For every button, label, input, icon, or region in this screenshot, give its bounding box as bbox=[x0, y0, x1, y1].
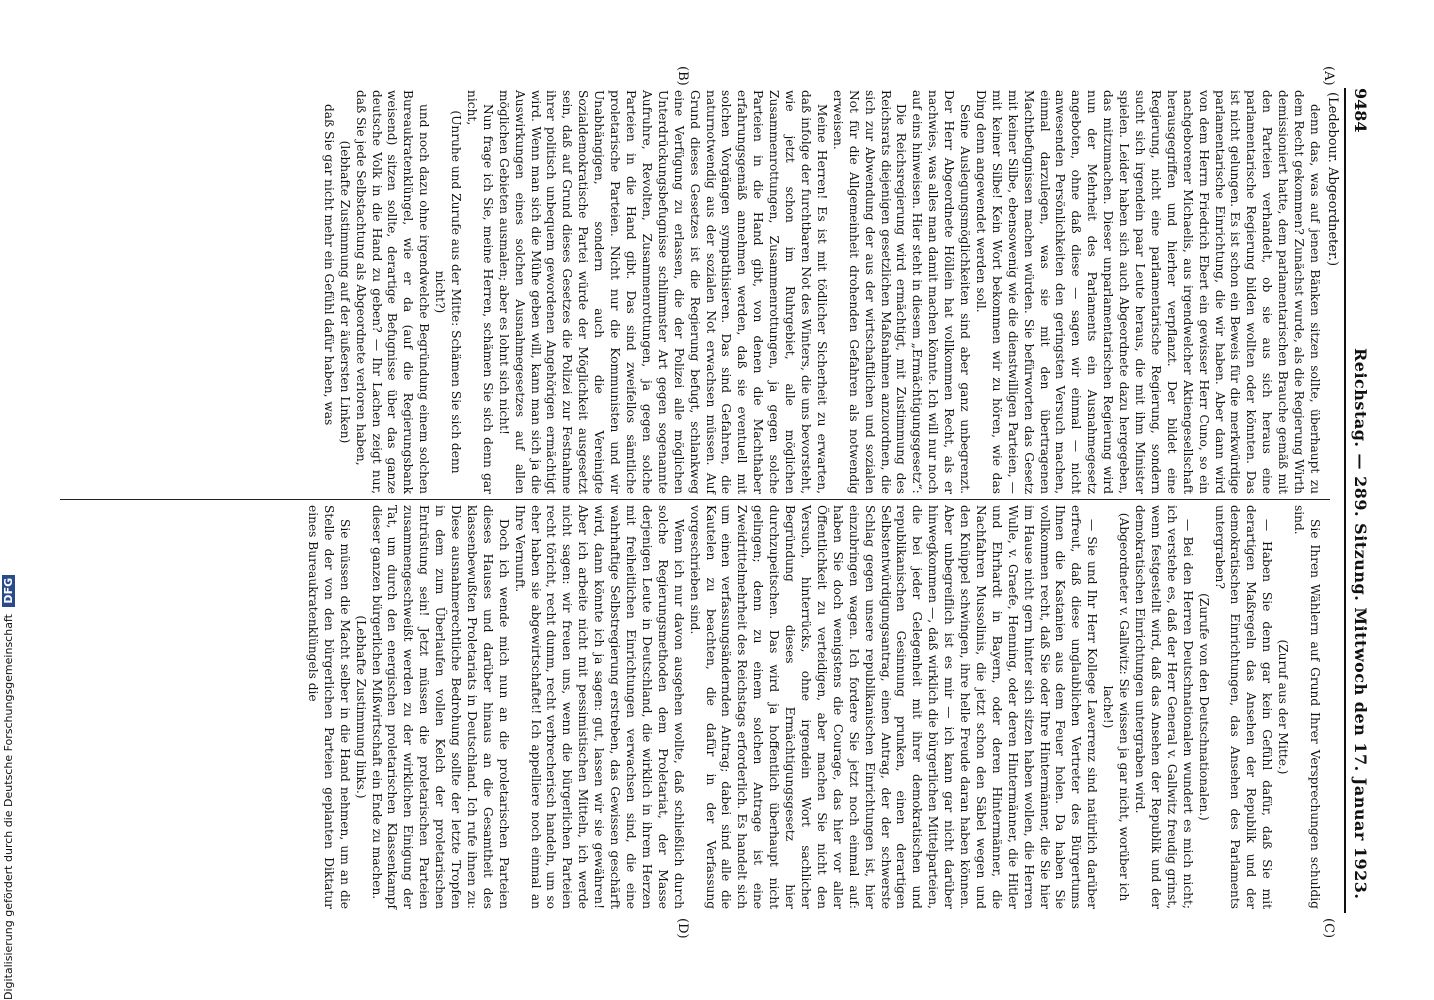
paragraph: daß Sie gar nicht mehr ein Gefühl dafür haben, was bbox=[321, 104, 336, 426]
text-column-left bbox=[320, 90, 1322, 494]
paragraph: — Bei den Herren Deutschnationalen wundert es mich nicht; ich verstehe es, daß der Herr General v. Gallwitz freudig grinst, wenn festgestellt wird, daß das Ansehen der Republik und der demokratischen Einrichtungen untergraben wird. bbox=[1133, 505, 1195, 909]
margin-mark-c: (C) bbox=[1321, 918, 1336, 939]
paragraph: (Abgeordneter v. Gallwitz: Sie wissen ja gar nicht, worüber ich lache!) bbox=[1101, 512, 1132, 902]
page-number: 9484 bbox=[1351, 88, 1370, 133]
footer-credit bbox=[2, 560, 16, 1000]
paragraph: — Sie und Ihr Herr Kollege Laverrenz sind natürlich darüber erfreut, daß diese unglaublichen Vertreter des Bürgertums Ihnen die Kastanien aus dem Feuer holen. Da haben Sie vollkommen recht, daß Sie oder Ihre Hintermänner, die Sie hier im Hause nicht gern hinter sich sitzen haben wollen, die Herren Wulle, v. Graefe, Henning, oder deren Hintermänner, die Hitler und Ehrhardt in Bayern, oder deren Hintermänner, die Nachfahren Mussolinis, die jetzt schon den Säbel wegen und den Knüppel schwingen, ihre helle Freude daran haben können. Aber unbegreiflich ist es mir — ich kann gar nicht darüber hinwegkommen —, daß wirklich die bürgerlichen Mittelparteien, die bei jeder Gelegenheit mit ihrer demokratischen und republikanischen Gesinnung prunken, einen derartigen Selbstentwürdigungsantrag, einen Antrag, der der schwerste Schlag gegen unsere republikanischen Einrichtungen ist, hier einzubringen wagen. Ich fordere Sie jetzt noch einmal auf: haben Sie doch wenigstens die Courage, das hier vor aller Öffentlichkeit zu verteidigen, aber machen Sie nicht den Versuch, hinterrücks, ohne irgendein Wort sachlicher Begründung dieses Ermächtigungsgesetz hier durchzupeitschen. Das wird ja hoffentlich überhaupt nicht gelingen; denn zu einem solchen Antrage ist eine Zweidrittelmehrheit des Reichstags erforderlich. Es handelt sich um einen verfassungsändernden Antrag; dabei sind alle die Kautelen zu beachten, die dafür in der Verfassung vorgeschrieben sind. bbox=[687, 505, 1100, 909]
paragraph: Wenn ich nur davon ausgehen wollte, daß schließlich durch solche Regierungsmethoden dem Proletariat, der Masse derjenigen Leute in Deutschland, die wirklich in ihrem Herzen mit freiheitlichen Einrichtungen verwachsen sind, die eine wahrhaftige Selbstregierung erstreben, das Gewissen geschärft wird, dann könnte ich ja sagen: gut, lassen wir sie gewähren! Aber ich arbeite nicht mit pessimistischen Mitteln, ich werde nicht sagen: wir freuen uns, wenn die bürgerlichen Parteien recht töricht, recht dumm, recht verbrecherisch handeln, um so eher haben sie abgewirtschaftet! Ich appelliere noch einmal an Ihre Vernunft. bbox=[512, 505, 686, 909]
margin-mark-d: (D) bbox=[675, 918, 690, 939]
paragraph: (Zuruf aus der Mitte.) bbox=[1276, 639, 1291, 775]
dfg-logo: DFG bbox=[2, 575, 15, 607]
text-column-right bbox=[304, 505, 1322, 909]
paragraph: (Unruhe und Zurufe aus der Mitte: Schämen Sie sich denn nicht?) bbox=[433, 110, 464, 474]
credit-text: Digitalisierung gefördert durch die Deutsche Forschungsgemeinschaft bbox=[2, 614, 15, 1000]
paragraph: Seine Auslegungsmöglichkeiten sind aber ganz unbegrenzt. Der Herr Abgeordnete Höllein hat vollkommen Recht, als er nachwies, was alles man damit machen könnte. Ich will nur noch auf eins hinweisen. Hier steht in diesem „Ermächtigungsgesetz“: bbox=[910, 90, 973, 494]
paragraph: Die Reichsregierung wird ermächtigt, mit Zustimmung des Reichsrats diejenigen gesetzlichen Maßnahmen anzuordnen, die sich zur Abwendung der aus der wirtschaftlichen und sozialen Not für die Allgemeinheit drohenden Gefahren als notwendig erweisen. bbox=[830, 90, 909, 494]
column-divider bbox=[60, 499, 1330, 500]
margin-mark-b: (B) bbox=[675, 66, 690, 86]
paragraph: (Zurufe von den Deutschnationalen.) bbox=[1196, 593, 1211, 821]
paragraph: Sie Ihren Wählern auf Grund Ihrer Versprechungen schuldig sind. bbox=[1292, 505, 1322, 909]
paragraph: und noch dazu ohne irgendwelche Begründung einem solchen Bureaukratenklüngel, wie er da (auf die Regierungsbank weisend) sitzen sollte, derartige Befugnisse über das ganze deutsche Volk in die Hand zu geben? — Ihr Lachen zeigt nur, daß Sie jede Selbstachtung als Abgeordnete verloren haben, bbox=[353, 90, 432, 494]
page-title: Reichstag. — 289. Sitzung. Mittwoch den 17. Januar 1923. bbox=[1351, 348, 1370, 900]
paragraph: Sie müssen die Macht selber in die Hand nehmen, um an die Stelle der von den bürgerlichen Parteien geplanten Diktatur eines Bureaukratenklüngels die bbox=[305, 505, 352, 909]
paragraph: (lebhafte Zustimmung auf der äußersten Linken) bbox=[337, 140, 352, 444]
paragraph: denn das, was auf jenen Bänken sitzen sollte, überhaupt zu dem Recht gekommen? Zunächst wurde, als die Regierung Wirth demissioniert hatte, dem parlamentarischen Brauche gemäß mit den Parteien verhandelt, ob sie aus sich heraus eine parlamentarische Regierung bilden wollten oder könnten. Das ist nicht gelungen. Es ist schon ein Beweis für die merkwürdige parlamentarische Einrichtung, die wir haben. Aber dann wird von dem Herrn Friedrich Ebert ein gewisser Herr Cuno, so ein nachgeborener Michaelis, aus irgendwelcher Aktiengesellschaft herausgegriffen und hierher verpflanzt. Der bildet eine Regierung, nicht eine parlamentarische Regierung, sondern sucht sich irgendein paar Leute heraus, die mit ihm Minister spielen. Leider haben sich auch Abgeordnete dazu hergegeben, das mitzumachen. Dieser unparlamentarischen Regierung wird nun der Mehrheit des Parlaments ein Ausnahmegesetz angeboten, ohne daß diese — sagen wir einmal — nicht anwesenden Persönlichkeiten den geringsten Versuch machen, einmal darzulegen, was sie mit den übertragenen Machtbefugnissen machen würden. Sie befürworten das Gesetz mit keiner Silbe, ebensowenig wie die dienstwilligen Parteien, — mit keiner Silbe! Kein Wort bekommen wir zu hören, wie das Ding denn angewendet werden soll. bbox=[973, 90, 1322, 494]
speaker-line: (Ledebour. Abgeordneter.) bbox=[1325, 92, 1340, 267]
paragraph: (Lebhafte Zustimmung links.) bbox=[353, 615, 368, 799]
paragraph: Doch ich wende mich nun an die proletarischen Parteien dieses Hauses und darüber hinaus an die Gesamtheit des klassenbewußten Proletariats in Deutschland. Ich rufe ihnen zu: Diese ausnahmerechtliche Bedrohung sollte der letzte Tropfen in dem zum Überlaufen vollen Kelch der proletarischen Entrüstung sein! Jetzt müssen die proletarischen Parteien zusammengeschweißt werden zu der wirklichen Einigung der Tat, um durch den energischen proletarischen Klassenkampf dieser ganzen bürgerlichen Mißwirtschaft ein Ende zu machen. bbox=[369, 505, 511, 909]
paragraph: Nun frage ich Sie, meine Herren, schämen Sie sich denn gar nicht, bbox=[464, 90, 495, 494]
margin-mark-a: (A) bbox=[1321, 66, 1336, 86]
paragraph: Meine Herren! Es ist mit tödlicher Sicherheit zu erwarten, daß infolge der furchtbaren Not des Winters, die uns bevorsteht, wie jetzt schon im Ruhrgebiet, alle möglichen Zusammenrottungen, Zusammenrottungen, ja gegen solche Parteien in die Hand gibt, von denen die Machthaber erfahrungsgemäß annehmen werden, daß sie eventuell mit solchen Vorgängen sympathisieren. Das sind Gefahren, die naturnotwendig aus der sozialen Not erwachsen müssen. Auf Grund dieses Gesetzes ist die Regierung befugt, schlankweg eine Verfügung zu erlassen, die der Polizei alle möglichen Unterdrückungsbefugnisse schlimmster Art gegen sogenannte Aufruhre, Revolten, Zusammenrottungen, ja gegen solche Parteien in die Hand gibt. Das sind zweifellos sämtliche proletarische Parteien. Nicht nur die Kommunisten und wir Unabhängigen, sondern auch die Vereinigte Sozialdemokratische Partei würde der Möglichkeit ausgesetzt sein, daß auf Grund dieses Gesetzes die Polizei zur Festnahme ihrer politisch unbequem gewordenen Angehörigen ermächtigt wird. Wenn man sich die Mühe geben will, kann man sich ja die Auswirkungen eines solchen Ausnahmegesetzes auf allen möglichen Gebieten ausmalen; aber es lohnt sich nicht! bbox=[496, 90, 829, 494]
page-header bbox=[1344, 88, 1374, 913]
paragraph: — Haben Sie denn gar kein Gefühl dafür, daß Sie mit derartigen Maßregeln das Ansehen der Republik und der demokratischen Einrichtungen, das Ansehen des Parlaments untergraben? bbox=[1212, 505, 1275, 909]
